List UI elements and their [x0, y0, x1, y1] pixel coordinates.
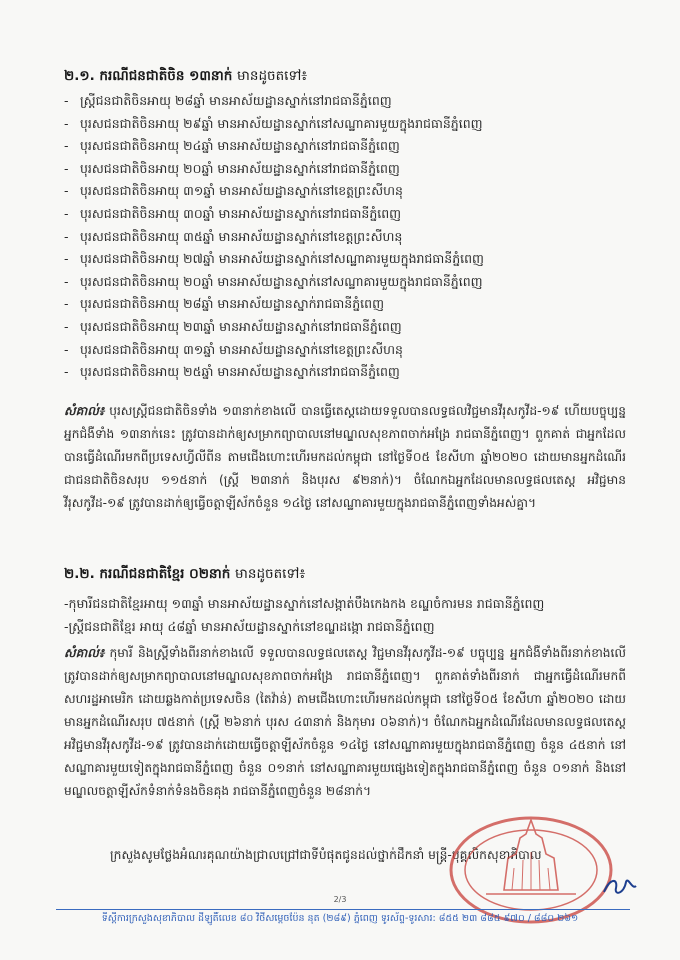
thanks-line: ក្រសួងសូមថ្លែងអំណរគុណយ៉ាងជ្រាលជ្រៅជាទីបំផុតជូនដល់ថ្នាក់ដឹកនាំ មន្ត្រី-បុគ្គលិកសុខាភិបាល [110, 848, 542, 862]
section-title: ករណីជនជាតិខ្មែរ ០២នាក់ [99, 566, 231, 582]
footer-divider [56, 909, 630, 910]
list-item: - បុរសជនជាតិចិនអាយុ ២៧ឆ្នាំ មានអាស័យដ្ឋានស្នាក់នៅសណ្ឋាគារមួយក្នុងរាជធានីភ្នំពេញ [64, 251, 484, 267]
ministry-seal [446, 808, 616, 924]
list-item: - បុរសជនជាតិចិនអាយុ ២៥ឆ្នាំ មានអាស័យដ្ឋានស្នាក់នៅរាជធានីភ្នំពេញ [64, 364, 400, 380]
note-khmer-cases [64, 642, 626, 803]
list-item: - បុរសជនជាតិចិនអាយុ ២៣ឆ្នាំ មានអាស័យដ្ឋានស្នាក់នៅរាជធានីភ្នំពេញ [64, 318, 402, 334]
list-item: - ស្ត្រីជនជាតិចិនអាយុ ២៨ឆ្នាំ មានអាស័យដ្ឋានស្នាក់នៅរាជធានីភ្នំពេញ [64, 93, 392, 108]
note-label: សំគាល់៖ [64, 646, 105, 660]
list-item: - បុរសជនជាតិចិនអាយុ ៣០ឆ្នាំ មានអាស័យដ្ឋានស្នាក់នៅរាជធានីភ្នំពេញ [64, 205, 402, 221]
section-number: ២.២. [64, 566, 95, 582]
section-title: ករណីជនជាតិចិន ១៣នាក់ [99, 68, 233, 84]
list-item: - បុរសជនជាតិចិនអាយុ ២៩ឆ្នាំ មានអាស័យដ្ឋានស្នាក់នៅសណ្ឋាគារមួយក្នុងរាជធានីភ្នំពេញ [64, 115, 483, 131]
note-text: កុមារី និងស្ត្រីទាំងពីរនាក់ខាងលើ ទទួលបានលទ្ធផលតេស្ត វិជ្ជមានវីរុសកូវីដ-១៩ បច្ចុប្បន្ន អ្នកជំងឺទាំងពីរនាក់ខាងលើ ត្រូវបានដាក់ឲ្យសម្រាកព្យាបាលនៅមណ្ឌលសុខភាពចាក់អង្រែ រាជធានីភ្នំពេញ។ ពួកគាត់ទាំងពីរនាក់ ជាអ្នកធ្វើដំណើរមកពីសហរដ្ឋអាមេរិក ដោយឆ្លងកាត់ប្រទេសចិន (តៃវ៉ាន់) តាមជើងហោះហើរមកដល់កម្ពុជា នៅថ្ងៃទី០៥ ខែសីហា ឆ្នាំ២០២០ ដោយមានអ្នកដំណើរសរុប ៧៥នាក់ (ស្ត្រី ២៦នាក់ បុរស ៤៣នាក់ និងកុមារ ០៦នាក់)។ ចំណែកឯអ្នកដំណើរដែលមានលទ្ធផលតេស្ត អវិជ្ជមានវីរុសកូវីដ-១៩ ត្រូវបានដាក់ដោយធ្វើចត្តាឡីស័កចំនួន ១៤ថ្ងៃ នៅសណ្ឋាគារមួយក្នុងរាជធានីភ្នំពេញ ចំនួន ៤៥នាក់ នៅសណ្ឋាគារមួយទៀតក្នុងរាជធានីភ្នំពេញ ចំនួន ០១នាក់ នៅសណ្ឋាគារមួយផ្សេងទៀតក្នុងរាជធានីភ្នំពេញ ចំនួន ០១នាក់ និងនៅមណ្ឌលចត្តាឡីស័កទំនាក់ទំនងចិនគុង រាជធានីភ្នំពេញចំនួន ២៨នាក់។ [64, 646, 627, 798]
note-label: សំគាល់៖ [64, 404, 105, 418]
section-suffix: មានដូចតទៅ៖ [235, 566, 306, 582]
list-item: - បុរសជនជាតិចិនអាយុ ២០ឆ្នាំ មានអាស័យដ្ឋានស្នាក់នៅសណ្ឋាគារមួយក្នុងរាជធានីភ្នំពេញ [64, 273, 483, 289]
list-item: -កុមារីជនជាតិខ្មែរអាយុ ១៣ឆ្នាំ មានអាស័យដ្ឋានស្នាក់នៅសង្កាត់បឹងកេងកង ខណ្ឌចំការមន រាជធានីភ្នំពេញ [64, 596, 545, 611]
list-item: - បុរសជនជាតិចិនអាយុ ៣៥ឆ្នាំ មានអាស័យដ្ឋានស្នាក់នៅខេត្តព្រះសីហនុ [64, 228, 403, 244]
list-item: -ស្ត្រីជនជាតិខ្មែរ អាយុ ៤៨ឆ្នាំ មានអាស័យដ្ឋានស្នាក់នៅខណ្ឌដង្កោ រាជធានីភ្នំពេញ [64, 619, 435, 634]
list-item: - បុរសជនជាតិចិនអាយុ ២៨ឆ្នាំ មានអាស័យដ្ឋានស្នាក់រាជធានីភ្នំពេញ [64, 296, 384, 312]
section-heading-chinese-cases [64, 67, 307, 87]
list-item: - បុរសជនជាតិចិនអាយុ ៣១ឆ្នាំ មានអាស័យដ្ឋានស្នាក់នៅខេត្តព្រះសីហនុ [64, 183, 403, 199]
note-text: បុរសស្ត្រីជនជាតិចិនទាំង ១៣នាក់ខាងលើ បានធ្វើតេស្តដោយទទួលបានលទ្ធផលវិជ្ជមានវីរុសកូវីដ-១៩ ហើយបច្ចុប្បន្ន អ្នកជំងឺទាំង ១៣នាក់នេះ ត្រូវបានដាក់ឲ្យសម្រាកព្យាបាលនៅមណ្ឌលសុខភាពចាក់អង្រែ រាជធានីភ្នំពេញ។ ពួកគាត់ ជាអ្នកដែលបានធ្វើដំណើរមកពីប្រទេសហ្វីលីពីន តាមជើងហោះហើរមកដល់កម្ពុជា នៅថ្ងៃទី០៥ ខែសីហា ឆ្នាំ២០២០ ដោយមានអ្នកដំណើរជាជនជាតិចិនសរុប ១១៥នាក់ (ស្ត្រី ២៣នាក់ និងបុរស ៩២នាក់)។ ចំណែកឯអ្នកដែលមានលទ្ធផលតេស្ត អវិជ្ជមានវីរុសកូវីដ-១៩ ត្រូវបានដាក់ឲ្យធ្វើចត្តាឡីស័កចំនួន ១៤ថ្ងៃ នៅសណ្ឋាគារមួយក្នុងរាជធានីភ្នំពេញទាំងអស់គ្នា។ [64, 404, 626, 510]
note-chinese-cases [64, 400, 626, 515]
list-item: - បុរសជនជាតិចិនអាយុ ២០ឆ្នាំ មានអាស័យដ្ឋានស្នាក់នៅរាជធានីភ្នំពេញ [64, 160, 400, 176]
chinese-case-list [64, 90, 484, 384]
khmer-case-list [64, 592, 544, 638]
footer-address: ទីស្តីការក្រសួងសុខាភិបាល ដីឡូតិ៍លេខ ៨០ វិថីសម្តេចប៉ែន នុត (២៨៩) ភ្នំពេញ ទូរស័ព្ទ-ទូរសារ: ៨៥៥ ២៣ ៨៨៥ ៩៧០ / ៨៨០ ២៦១ [101, 913, 579, 924]
section-heading-khmer-cases [64, 565, 305, 585]
list-item: - បុរសជនជាតិចិនអាយុ ២៤ឆ្នាំ មានអាស័យដ្ឋានស្នាក់នៅរាជធានីភ្នំពេញ [64, 138, 400, 154]
section-suffix: មានដូចតទៅ៖ [237, 68, 308, 84]
section-number: ២.១. [64, 68, 95, 84]
page-number: 2/3 [333, 895, 347, 904]
list-item: - បុរសជនជាតិចិនអាយុ ៣១ឆ្នាំ មានអាស័យដ្ឋានស្នាក់នៅខេត្តព្រះសីហនុ [64, 341, 403, 357]
